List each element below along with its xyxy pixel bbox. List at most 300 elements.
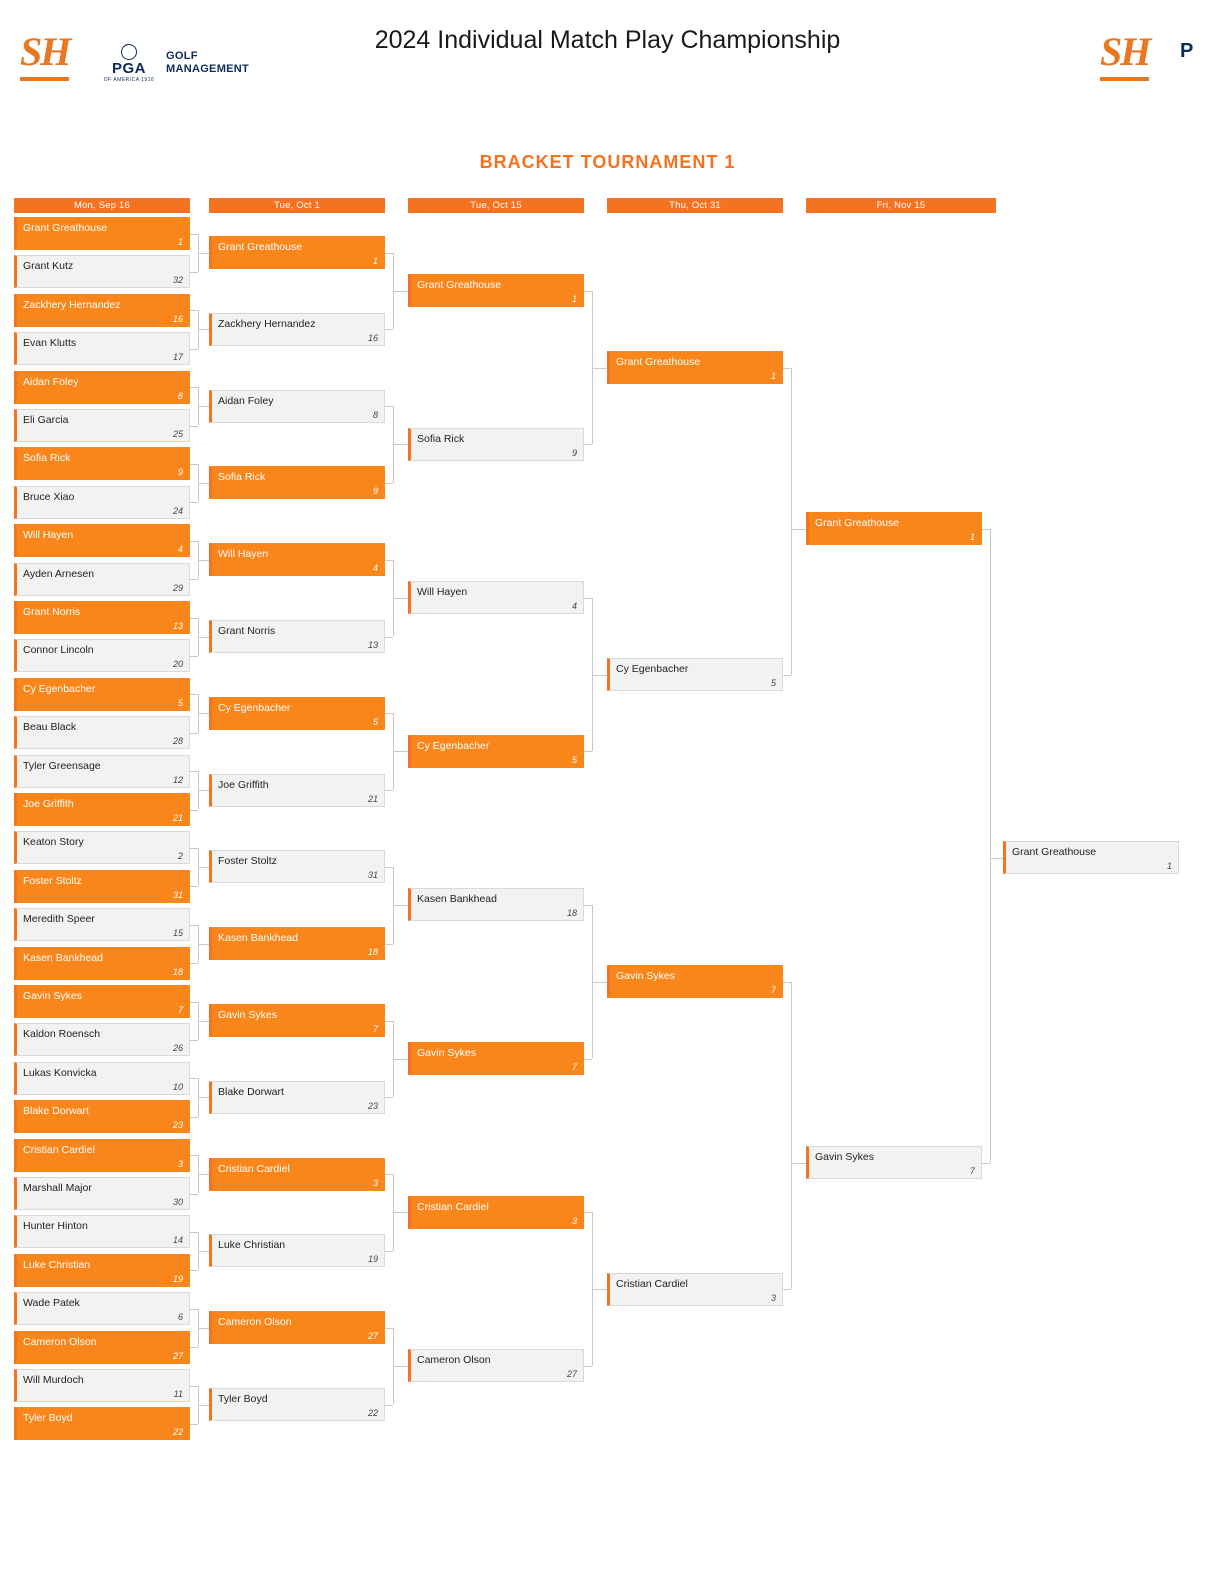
bracket-connector [393, 444, 408, 445]
bracket-slot[interactable] [14, 563, 190, 596]
bracket-connector [584, 905, 592, 906]
bracket-connector [385, 560, 393, 561]
player-name: Luke Christian [218, 1239, 286, 1252]
bracket-connector [982, 1163, 990, 1164]
player-name: Sofia Rick [417, 432, 465, 445]
player-name: Zackhery Hernandez [23, 298, 121, 311]
player-seed: 7 [770, 985, 776, 996]
player-seed: 19 [367, 1254, 378, 1265]
bracket-connector [190, 349, 198, 350]
player-name: Joe Griffith [218, 778, 269, 791]
player-seed: 25 [172, 429, 183, 439]
player-seed: 18 [172, 966, 183, 977]
player-seed: 5 [770, 678, 776, 689]
bracket-connector [190, 1386, 198, 1387]
bracket-connector [198, 1405, 209, 1406]
bracket-slot[interactable] [209, 1004, 385, 1037]
bracket-connector [190, 1347, 198, 1348]
bracket-connector [190, 1270, 198, 1271]
bracket-connector [198, 560, 209, 561]
bracket-slot[interactable] [408, 735, 584, 768]
bracket-connector [393, 905, 408, 906]
bracket-connector [198, 406, 209, 407]
bracket-connector [198, 329, 209, 330]
bracket-connector [190, 541, 198, 542]
player-name: Gavin Sykes [23, 990, 82, 1002]
player-seed: 20 [172, 659, 183, 670]
player-name: Grant Greathouse [218, 241, 303, 253]
player-seed: 9 [372, 486, 378, 497]
bracket-connector [791, 529, 806, 530]
player-name: Sofia Rick [218, 471, 266, 484]
bracket-connector [190, 1424, 198, 1425]
bracket-connector [385, 1021, 393, 1022]
bracket-connector [198, 944, 209, 945]
bracket-slot[interactable] [14, 1062, 190, 1095]
bracket-connector [190, 1002, 198, 1003]
bracket-slot[interactable] [209, 1311, 385, 1344]
bracket-connector [190, 502, 198, 503]
bracket-connector [791, 982, 792, 1289]
player-name: Kasen Bankhead [218, 932, 298, 945]
bracket-connector [791, 1163, 806, 1164]
player-name: Evan Klutts [23, 337, 77, 350]
player-seed: 4 [177, 544, 183, 555]
player-seed: 5 [372, 716, 378, 727]
player-name: Grant Greathouse [815, 517, 900, 529]
player-name: Grant Kutz [23, 260, 74, 273]
bracket-connector [385, 637, 393, 638]
bracket-connector [190, 618, 198, 619]
bracket-connector [385, 1328, 393, 1329]
player-seed: 14 [172, 1235, 183, 1246]
bracket-connector [982, 529, 990, 530]
player-seed: 7 [177, 1005, 183, 1015]
golf-management-line1: GOLF [166, 50, 198, 62]
player-name: Blake Dorwart [23, 1105, 89, 1118]
player-name: Gavin Sykes [815, 1151, 874, 1163]
player-name: Cristian Cardiel [616, 1277, 688, 1290]
player-name: Grant Norris [218, 625, 276, 637]
bracket-title: BRACKET TOURNAMENT 1 [479, 152, 736, 172]
player-name: Cristian Cardiel [23, 1143, 95, 1156]
player-seed: 3 [177, 1158, 183, 1169]
bracket-connector [584, 1212, 592, 1213]
bracket-connector [190, 387, 198, 388]
bracket-connector [584, 751, 592, 752]
bracket-slot[interactable] [14, 1369, 190, 1402]
player-name: Ayden Arnesen [23, 567, 95, 580]
bracket-connector [190, 733, 198, 734]
player-name: Beau Black [23, 721, 77, 734]
bracket-connector [190, 810, 198, 811]
bracket-slot[interactable] [806, 512, 982, 545]
player-seed: 6 [177, 1312, 183, 1323]
bracket-slot[interactable] [14, 1254, 190, 1287]
bracket-connector [198, 790, 209, 791]
bracket-connector [190, 464, 198, 465]
bracket-connector [393, 1366, 408, 1367]
player-name: Eli Garcia [23, 414, 69, 426]
bracket-connector [990, 529, 991, 1163]
page-header [0, 0, 1215, 100]
round-header-1: Mon, Sep 16 [14, 198, 190, 213]
bracket-connector [393, 291, 408, 292]
bracket-slot[interactable] [209, 313, 385, 346]
bracket-slot[interactable] [806, 1146, 982, 1179]
bracket-connector [198, 1097, 209, 1098]
player-name: Marshall Major [23, 1182, 92, 1194]
player-name: Cy Egenbacher [23, 682, 96, 695]
player-seed: 13 [367, 640, 378, 650]
player-seed: 18 [367, 947, 378, 958]
bracket-connector [198, 1328, 209, 1329]
bracket-slot[interactable] [209, 1388, 385, 1421]
bracket-slot[interactable] [14, 1023, 190, 1056]
bracket-slot[interactable] [209, 543, 385, 576]
player-name: Cy Egenbacher [218, 701, 291, 714]
bracket-connector [198, 1174, 209, 1175]
bracket-connector [592, 982, 607, 983]
player-seed: 7 [372, 1024, 378, 1034]
bracket-slot[interactable] [14, 447, 190, 480]
player-seed: 27 [367, 1331, 378, 1342]
round-header-5: Fri, Nov 15 [806, 198, 996, 213]
player-seed: 9 [571, 447, 577, 458]
round-header-2: Tue, Oct 1 [209, 198, 385, 213]
player-seed: 22 [172, 1427, 183, 1438]
bracket-connector [584, 444, 592, 445]
bracket-connector [783, 368, 791, 369]
bracket-connector [190, 1117, 198, 1118]
player-seed: 22 [367, 1408, 378, 1418]
bracket-connector [190, 1194, 198, 1195]
bracket-connector [584, 598, 592, 599]
bracket-connector [190, 1309, 198, 1310]
player-seed: 27 [566, 1369, 577, 1380]
player-name: Will Murdoch [23, 1374, 84, 1386]
bracket-connector [385, 944, 393, 945]
bracket-connector [190, 963, 198, 964]
bracket-connector [190, 426, 198, 427]
player-name: Meredith Speer [23, 913, 95, 926]
bracket-connector [190, 310, 198, 311]
player-seed: 19 [172, 1273, 183, 1284]
bracket-slot[interactable] [607, 658, 783, 691]
player-seed: 17 [172, 352, 183, 363]
player-seed: 1 [177, 237, 183, 247]
bracket-slot[interactable] [408, 1349, 584, 1382]
bracket-slot[interactable] [209, 1081, 385, 1114]
player-seed: 26 [172, 1043, 183, 1054]
player-seed: 3 [372, 1177, 378, 1188]
player-name: Joe Griffith [23, 798, 74, 810]
bracket-connector [791, 368, 792, 675]
bracket-slot[interactable] [14, 755, 190, 788]
player-seed: 31 [367, 870, 378, 881]
player-seed: 1 [770, 371, 776, 381]
bracket-slot[interactable] [14, 793, 190, 826]
player-name: Gavin Sykes [616, 970, 675, 983]
bracket-slot[interactable] [607, 351, 783, 384]
player-seed: 1 [1166, 861, 1172, 871]
bracket-connector [198, 253, 209, 254]
bracket-connector [385, 329, 393, 330]
player-seed: 12 [172, 774, 183, 785]
bracket-slot[interactable] [209, 1234, 385, 1267]
sam-houston-logo-right: SH [1100, 28, 1149, 81]
bracket-connector [783, 675, 791, 676]
player-name: Kaldon Roensch [23, 1028, 101, 1041]
player-name: Zackhery Hernandez [218, 317, 316, 330]
bracket-slot[interactable] [14, 524, 190, 557]
player-seed: 4 [372, 563, 378, 574]
player-name: Will Hayen [218, 548, 269, 561]
pga-logo-subtext: OF AMERICA 1916 [103, 77, 155, 83]
bracket-slot[interactable] [408, 428, 584, 461]
bracket-slot[interactable] [14, 294, 190, 327]
player-seed: 5 [177, 697, 183, 708]
bracket-slot[interactable] [209, 620, 385, 653]
bracket-slot[interactable] [408, 888, 584, 921]
bracket-connector [190, 1040, 198, 1041]
player-name: Grant Norris [23, 606, 81, 618]
player-name: Blake Dorwart [218, 1085, 284, 1098]
player-seed: 2 [177, 851, 183, 862]
pga-logo-right-partial: P [1180, 40, 1194, 62]
bracket-slot[interactable] [1003, 841, 1179, 874]
player-seed: 21 [367, 793, 378, 804]
bracket-slot[interactable] [408, 581, 584, 614]
page-title: 2024 Individual Match Play Championship [374, 26, 841, 54]
bracket-connector [385, 483, 393, 484]
bracket-slot[interactable] [408, 1042, 584, 1075]
player-seed: 32 [172, 275, 183, 286]
golf-management-line2: MANAGEMENT [166, 62, 250, 75]
bracket-slot[interactable] [14, 1139, 190, 1172]
bracket-connector [385, 867, 393, 868]
bracket-slot[interactable] [14, 870, 190, 903]
player-name: Gavin Sykes [417, 1047, 476, 1059]
player-seed: 8 [177, 390, 183, 401]
bracket-slot[interactable] [209, 850, 385, 883]
bracket-connector [385, 253, 393, 254]
player-name: Tyler Boyd [218, 1393, 268, 1405]
player-name: Grant Greathouse [1012, 846, 1097, 858]
bracket-connector [584, 1059, 592, 1060]
player-name: Keaton Story [23, 836, 84, 849]
bracket-slot[interactable] [14, 985, 190, 1018]
player-seed: 31 [172, 889, 183, 900]
player-seed: 11 [173, 1389, 183, 1399]
bracket-connector [385, 1405, 393, 1406]
player-name: Cy Egenbacher [417, 739, 490, 752]
player-name: Cameron Olson [23, 1335, 97, 1348]
bracket-slot[interactable] [14, 716, 190, 749]
bracket-connector [190, 925, 198, 926]
bracket-connector [393, 751, 408, 752]
player-seed: 13 [172, 621, 183, 631]
bracket-connector [385, 1097, 393, 1098]
bracket-slot[interactable] [14, 1177, 190, 1210]
bracket-connector [198, 483, 209, 484]
player-seed: 10 [172, 1081, 183, 1092]
bracket-slot[interactable] [14, 1215, 190, 1248]
player-name: Grant Greathouse [23, 222, 108, 234]
bracket-slot[interactable] [209, 1158, 385, 1191]
player-name: Kasen Bankhead [417, 893, 497, 906]
bracket-slot[interactable] [14, 908, 190, 941]
player-seed: 1 [372, 256, 378, 266]
player-name: Cameron Olson [218, 1316, 292, 1329]
player-name: Tyler Greensage [23, 759, 101, 772]
player-name: Wade Patek [23, 1297, 80, 1310]
bracket-slot[interactable] [14, 255, 190, 288]
bracket-connector [190, 272, 198, 273]
bracket-slot[interactable] [209, 236, 385, 269]
player-seed: 7 [969, 1166, 975, 1176]
player-seed: 18 [566, 908, 577, 919]
bracket-slot[interactable] [408, 274, 584, 307]
bracket-connector [385, 1174, 393, 1175]
bracket-connector [385, 790, 393, 791]
bracket-connector [190, 656, 198, 657]
player-name: Kasen Bankhead [23, 951, 103, 964]
player-name: Cameron Olson [417, 1354, 491, 1367]
player-seed: 15 [172, 928, 183, 939]
bracket-connector [592, 1289, 607, 1290]
round-header-4: Thu, Oct 31 [607, 198, 783, 213]
player-name: Will Hayen [417, 586, 468, 599]
bracket-connector [190, 848, 198, 849]
player-name: Aidan Foley [23, 375, 79, 388]
bracket-connector [592, 675, 607, 676]
player-seed: 3 [770, 1292, 776, 1303]
bracket-connector [190, 694, 198, 695]
bracket-connector [592, 368, 607, 369]
bracket-slot[interactable] [14, 947, 190, 980]
player-seed: 8 [372, 409, 378, 420]
player-name: Luke Christian [23, 1258, 91, 1271]
bracket-slot[interactable] [209, 927, 385, 960]
bracket-slot[interactable] [14, 1407, 190, 1440]
bracket-slot[interactable] [14, 371, 190, 404]
player-name: Connor Lincoln [23, 644, 94, 657]
player-seed: 28 [172, 736, 183, 747]
bracket-connector [198, 1021, 209, 1022]
player-seed: 23 [367, 1100, 378, 1111]
bracket-connector [190, 234, 198, 235]
bracket-connector [190, 771, 198, 772]
bracket-slot[interactable] [607, 965, 783, 998]
bracket-connector [584, 1366, 592, 1367]
bracket-slot[interactable] [14, 1331, 190, 1364]
player-seed: 27 [172, 1350, 183, 1361]
round-header-3: Tue, Oct 15 [408, 198, 584, 213]
bracket-connector [190, 579, 198, 580]
bracket-slot[interactable] [14, 639, 190, 672]
bracket-slot[interactable] [14, 409, 190, 442]
bracket-slot[interactable] [209, 697, 385, 730]
player-name: Grant Greathouse [616, 356, 701, 368]
bracket-connector [198, 1251, 209, 1252]
player-name: Bruce Xiao [23, 490, 75, 503]
bracket-connector [190, 1078, 198, 1079]
player-name: Will Hayen [23, 529, 74, 542]
player-seed: 16 [172, 313, 183, 324]
bracket-slot[interactable] [14, 1100, 190, 1133]
bracket-slot[interactable] [14, 217, 190, 250]
player-seed: 5 [571, 754, 577, 765]
bracket-connector [584, 291, 592, 292]
player-seed: 29 [172, 582, 183, 593]
bracket-slot[interactable] [14, 1292, 190, 1325]
pga-logo-word: PGA [111, 60, 146, 77]
player-name: Cristian Cardiel [218, 1162, 290, 1175]
bracket-connector [990, 858, 1003, 859]
player-name: Cy Egenbacher [616, 663, 689, 676]
bracket-connector [385, 1251, 393, 1252]
player-seed: 1 [571, 294, 577, 304]
bracket-connector [783, 1289, 791, 1290]
bracket-connector [190, 1155, 198, 1156]
bracket-connector [198, 867, 209, 868]
sam-houston-logo-left: SH [20, 28, 69, 81]
player-seed: 7 [571, 1062, 577, 1072]
player-seed: 21 [172, 813, 183, 823]
bracket-connector [190, 886, 198, 887]
bracket-connector [393, 1212, 408, 1213]
player-seed: 9 [177, 467, 183, 478]
player-name: Foster Stoltz [23, 874, 82, 887]
player-name: Cristian Cardiel [417, 1200, 489, 1213]
player-seed: 4 [571, 601, 577, 612]
player-name: Grant Greathouse [417, 279, 502, 291]
bracket-connector [385, 713, 393, 714]
player-seed: 23 [172, 1120, 183, 1131]
bracket-connector [393, 598, 408, 599]
bracket-connector [783, 982, 791, 983]
bracket-slot[interactable] [14, 831, 190, 864]
player-seed: 16 [367, 332, 378, 343]
bracket-slot[interactable] [209, 390, 385, 423]
player-name: Gavin Sykes [218, 1009, 277, 1021]
bracket-slot[interactable] [209, 774, 385, 807]
bracket-slot[interactable] [14, 486, 190, 519]
player-seed: 30 [172, 1197, 183, 1207]
player-name: Tyler Boyd [23, 1412, 73, 1425]
bracket-slot[interactable] [607, 1273, 783, 1306]
player-name: Lukas Konvicka [23, 1066, 97, 1079]
bracket-connector [190, 1232, 198, 1233]
bracket-slot[interactable] [14, 678, 190, 711]
player-seed: 24 [172, 505, 183, 516]
bracket-connector [198, 713, 209, 714]
player-name: Foster Stoltz [218, 855, 277, 868]
player-name: Hunter Hinton [23, 1220, 88, 1233]
player-name: Aidan Foley [218, 394, 274, 407]
player-seed: 1 [969, 532, 975, 542]
player-seed: 3 [571, 1215, 577, 1226]
bracket-slot[interactable] [408, 1196, 584, 1229]
bracket-slot[interactable] [14, 601, 190, 634]
bracket-connector [393, 1059, 408, 1060]
bracket-connector [385, 406, 393, 407]
bracket-slot[interactable] [209, 466, 385, 499]
bracket-connector [198, 637, 209, 638]
player-name: Sofia Rick [23, 452, 71, 465]
bracket-slot[interactable] [14, 332, 190, 365]
